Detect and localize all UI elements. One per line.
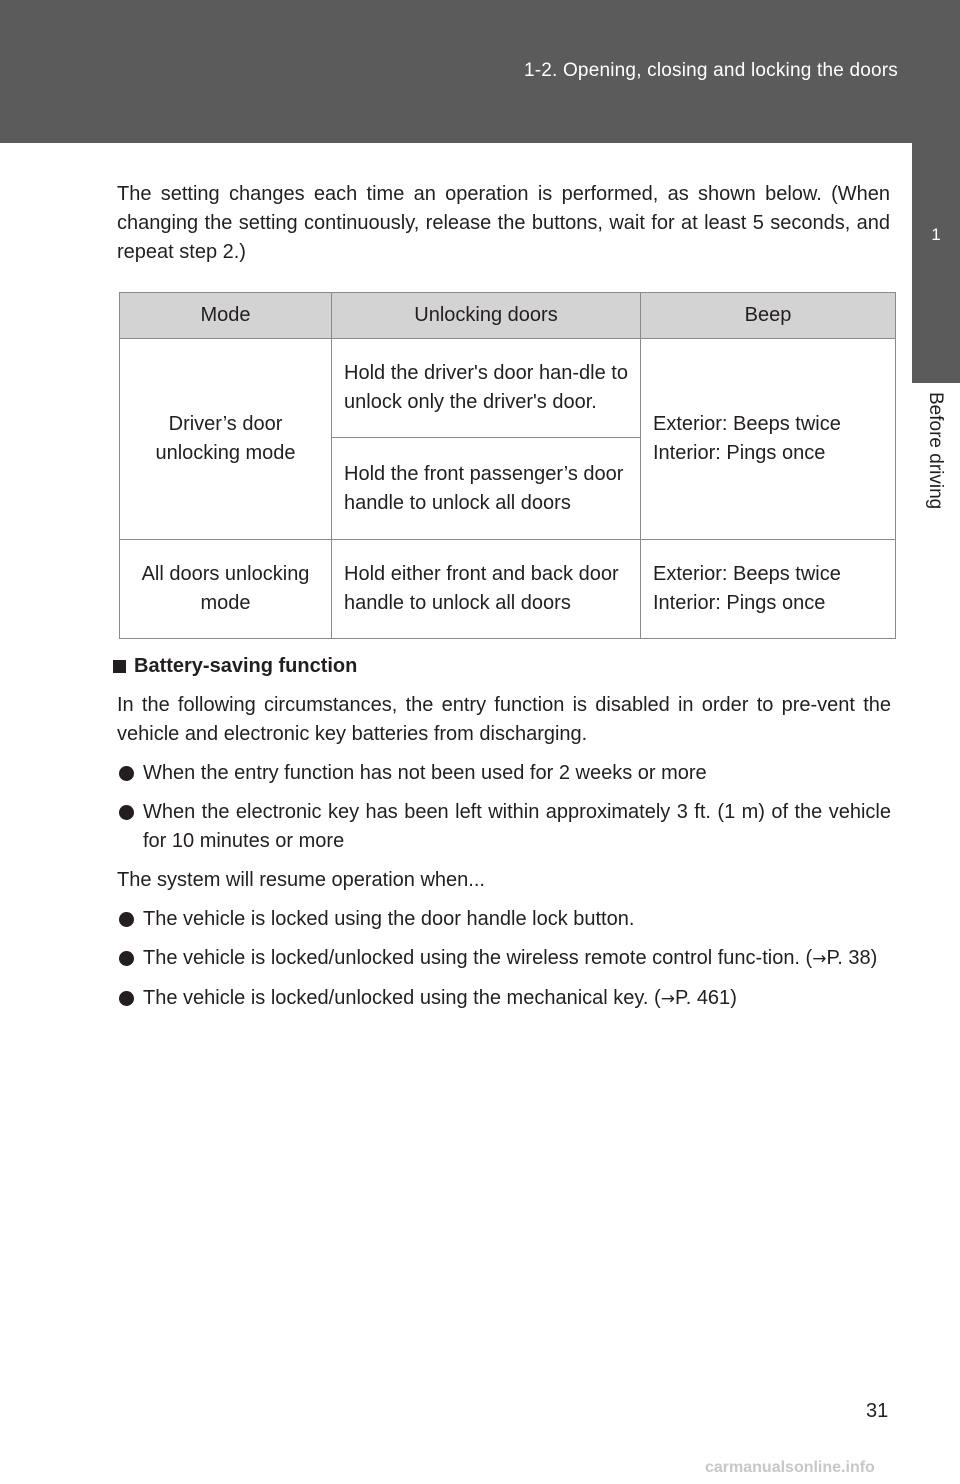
beep-cell	[641, 540, 896, 639]
list-item-text: The vehicle is locked using the door handle lock button.	[143, 908, 635, 930]
list-item	[117, 984, 891, 1014]
header-beep: Beep	[641, 293, 896, 339]
list-item-text: The vehicle is locked/unlocked using the wireless remote control func-tion. (	[143, 947, 813, 969]
list-item-text: The vehicle is locked/unlocked using the mechanical key. (	[143, 987, 661, 1009]
watermark: carmanualsonline.info	[705, 1459, 875, 1476]
mode-cell: Driver’s door unlocking mode	[120, 339, 332, 540]
battery-saving-section	[111, 652, 891, 1024]
unlocking-cell: Hold the front passenger’s door handle to unlock all doors	[332, 438, 641, 540]
bullet-dot-icon	[119, 805, 134, 820]
unlocking-cell: Hold either front and back door handle to unlock all doors	[332, 540, 641, 639]
arrow-right-icon: →	[660, 989, 675, 1009]
intro-paragraph: The setting changes each time an operation is performed, as shown below. (When changing the setting continuously, release the buttons, wait for at least 5 seconds, and repeat step 2.)	[117, 183, 890, 263]
table-row	[120, 339, 896, 438]
beep-cell	[641, 339, 896, 540]
page-number: 31	[866, 1400, 889, 1422]
section-title: 1-2. Opening, closing and locking the doors	[523, 60, 898, 81]
header-band	[0, 0, 960, 143]
page-reference[interactable]: P. 38	[826, 947, 871, 969]
bullet-dot-icon	[119, 912, 134, 927]
section-heading	[111, 652, 891, 681]
list-item-text: When the entry function has not been used for 2 weeks or more	[143, 762, 707, 784]
section-intro: In the following circumstances, the entry function is disabled in order to pre-vent the vehicle and electronic key batteries from discharging.	[117, 694, 891, 745]
header-mode: Mode	[120, 293, 332, 339]
resume-intro: The system will resume operation when...	[117, 869, 485, 891]
chapter-label	[918, 392, 954, 542]
table-row	[120, 540, 896, 639]
bullet-dot-icon	[119, 766, 134, 781]
intro-block	[117, 180, 890, 267]
beep-interior: Interior: Pings once	[653, 592, 826, 614]
unlock-mode-table	[119, 292, 896, 639]
table-header-row	[120, 293, 896, 339]
list-item	[117, 759, 891, 788]
reference-close: )	[870, 947, 878, 969]
list-item	[117, 905, 891, 934]
unlocking-cell: Hold the driver's door han-dle to unlock only the driver's door.	[332, 339, 641, 438]
list-item	[117, 798, 891, 856]
section-heading-text: Battery-saving function	[134, 655, 358, 677]
arrow-right-icon: →	[812, 949, 827, 969]
chapter-label-text: Before driving	[925, 392, 946, 510]
bullet-dot-icon	[119, 991, 134, 1006]
square-icon	[113, 660, 126, 673]
chapter-tab	[912, 143, 960, 383]
page-reference[interactable]: P. 461	[674, 987, 731, 1009]
beep-exterior: Exterior: Beeps twice	[653, 413, 841, 435]
header-unlocking-doors: Unlocking doors	[332, 293, 641, 339]
beep-interior: Interior: Pings once	[653, 442, 826, 464]
bullet-dot-icon	[119, 951, 134, 966]
beep-exterior: Exterior: Beeps twice	[653, 563, 841, 585]
chapter-number: 1	[931, 225, 941, 244]
list-item-text: When the electronic key has been left within approximately 3 ft. (1 m) of the vehicle for 10 minutes or more	[143, 801, 891, 852]
list-item	[117, 944, 891, 974]
reference-close: )	[730, 987, 737, 1009]
mode-cell: All doors unlocking mode	[120, 540, 332, 639]
